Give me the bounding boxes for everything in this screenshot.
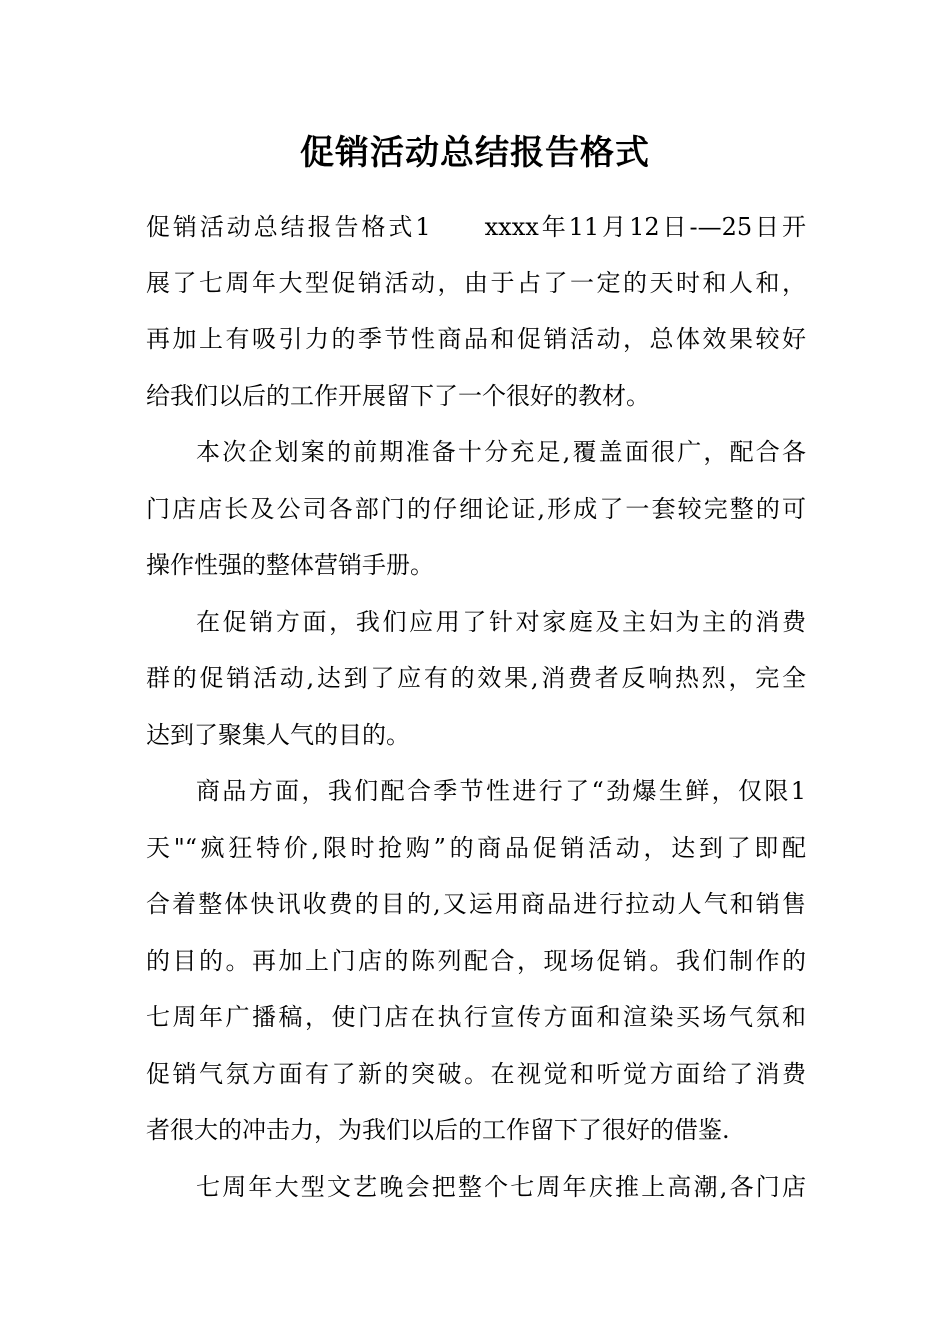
paragraph-line xyxy=(146,210,806,244)
paragraph-line: 再加上有吸引力的季节性商品和促销活动，总体效果较好 xyxy=(146,325,806,353)
paragraph-first-line: 商品方面，我们配合季节性进行了“劲爆生鲜，仅限1 xyxy=(196,777,806,805)
paragraph-text: xxxx年11月12日-—25日开 xyxy=(484,213,806,241)
paragraph-line: 门店店长及公司各部门的仔细论证,形成了一套较完整的可 xyxy=(146,495,806,523)
paragraph-line: 七周年广播稿，使门店在执行宣传方面和渲染买场气氛和 xyxy=(146,1003,806,1031)
paragraph-line: 的目的。再加上门店的陈列配合，现场促销。我们制作的 xyxy=(146,947,806,975)
paragraph-line: 给我们以后的工作开展留下了一个很好的教材。 xyxy=(146,382,650,410)
paragraph-line: 天"“疯狂特价,限时抢购”的商品促销活动，达到了即配 xyxy=(146,834,806,862)
inline-heading: 促销活动总结报告格式1 xyxy=(146,213,431,241)
paragraph-line: 展了七周年大型促销活动，由于占了一定的天时和人和， xyxy=(146,269,806,297)
paragraph-line: 促销气氛方面有了新的突破。在视觉和听觉方面给了消费 xyxy=(146,1060,806,1088)
paragraph-line: 者很大的冲击力，为我们以后的工作留下了很好的借鉴. xyxy=(146,1116,730,1144)
paragraph-line: 群的促销活动,达到了应有的效果,消费者反响热烈，完全 xyxy=(146,664,806,692)
paragraph-line: 达到了聚集人气的目的。 xyxy=(146,721,410,749)
paragraph-first-line: 在促销方面，我们应用了针对家庭及主妇为主的消费 xyxy=(196,608,806,636)
paragraph-first-line: 本次企划案的前期准备十分充足,覆盖面很广，配合各 xyxy=(196,438,806,466)
document-title: 促销活动总结报告格式 xyxy=(300,133,650,173)
paragraph-first-line: 七周年大型文艺晚会把整个七周年庆推上高潮,各门店 xyxy=(196,1173,806,1201)
paragraph-line: 合着整体快讯收费的目的,又运用商品进行拉动人气和销售 xyxy=(146,890,806,918)
paragraph-line: 操作性强的整体营销手册。 xyxy=(146,551,434,579)
